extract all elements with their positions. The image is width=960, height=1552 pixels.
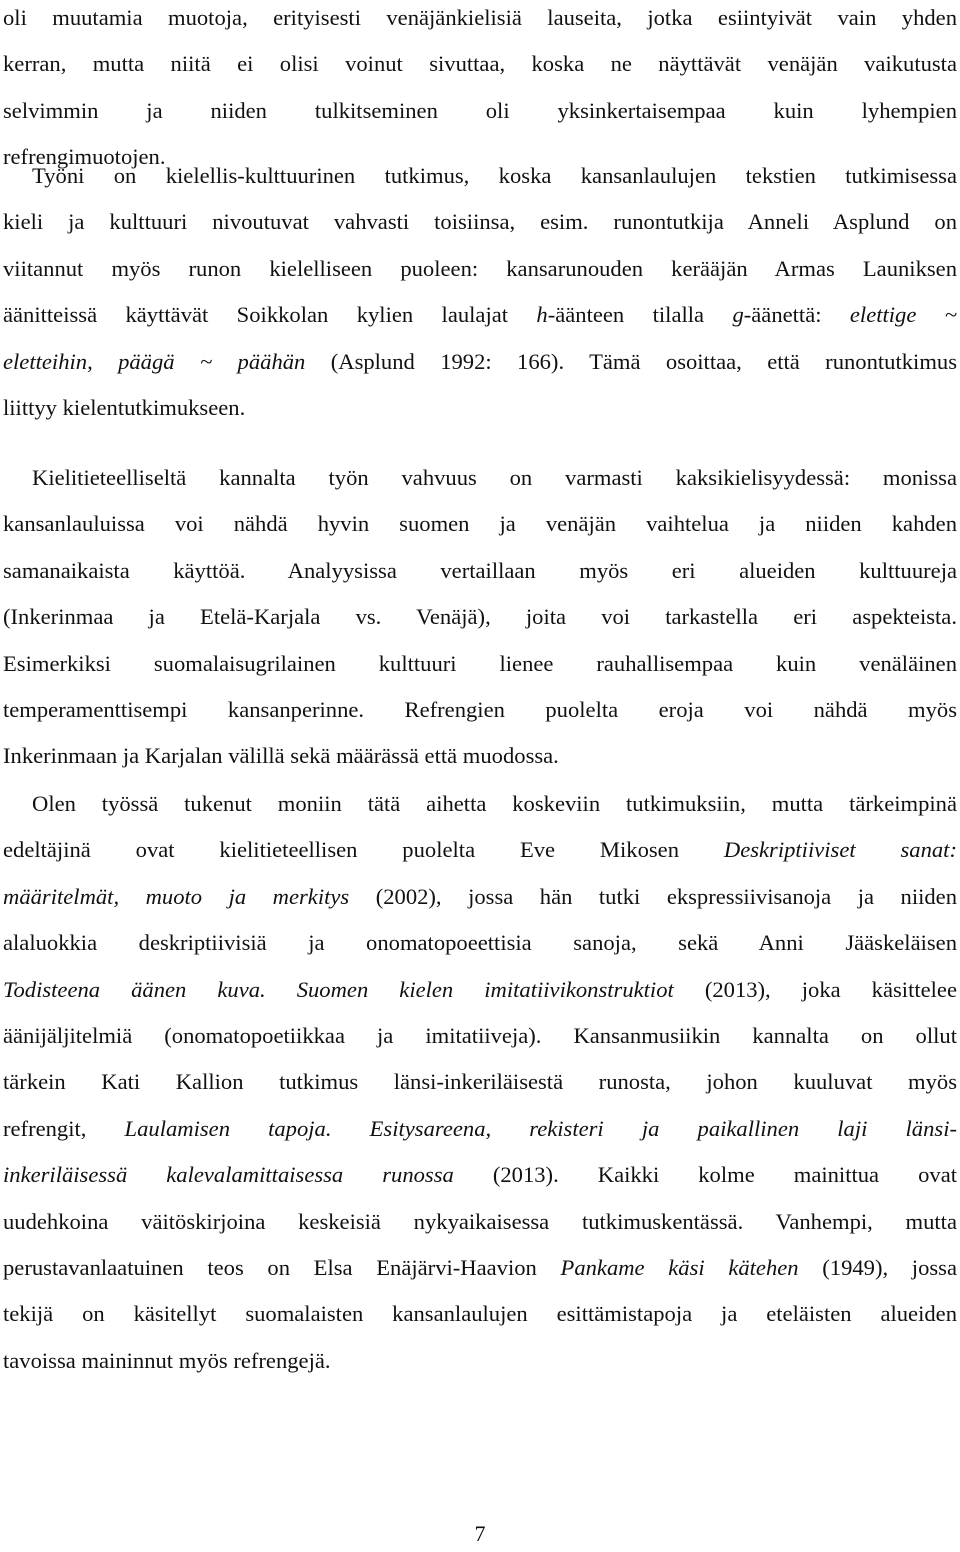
- text-run: tärkein Kati Kallion tutkimus länsi-inkeriläisestä runosta, johon kuuluvat myös: [3, 1069, 957, 1095]
- text-line: [3, 733, 957, 779]
- italic-text: Todisteena äänen kuva. Suomen kielen imitatiivikonstruktiot: [3, 976, 674, 1002]
- text-run: kieli ja kulttuuri nivoutuvat vahvasti toisiinsa, esim. runontutkija Anneli Asplund on: [3, 209, 957, 235]
- text-run: samanaikaista käyttöä. Analyysissa vertaillaan myös eri alueiden kulttuureja: [3, 557, 957, 583]
- text-run: (Inkerinmaa ja Etelä-Karjala vs. Venäjä), joita voi tarkastella eri aspekteista.: [3, 604, 957, 630]
- text-line: [3, 781, 957, 827]
- text-run: (2013), joka käsittelee: [673, 976, 957, 1002]
- italic-text: g: [732, 302, 744, 328]
- text-line: [3, 385, 957, 431]
- paragraph-3: [3, 455, 957, 780]
- text-line: [3, 339, 957, 385]
- text-run: (Asplund 1992: 166). Tämä osoittaa, että runontutkimus: [305, 348, 957, 374]
- italic-text: Deskriptiiviset sanat:: [723, 837, 957, 863]
- text-line: [3, 594, 957, 640]
- text-line: [3, 41, 957, 87]
- text-line: [3, 1013, 957, 1059]
- italic-text: Pankame käsi kätehen: [560, 1254, 799, 1280]
- text-line: [3, 246, 957, 292]
- text-run: -äänettä:: [743, 302, 850, 328]
- italic-text: Laulamisen tapoja. Esitysareena, rekisteri ja paikallinen laji länsi-: [124, 1115, 957, 1141]
- italic-text: inkeriläisessä kalevalamittaisessa runossa: [3, 1162, 454, 1188]
- text-line: [3, 1291, 957, 1337]
- text-run: Inkerinmaan ja Karjalan välillä sekä määrässä että muodossa.: [3, 743, 559, 769]
- text-line: [3, 687, 957, 733]
- text-run: Työni on kielellis-kulttuurinen tutkimus, koska kansanlaulujen tekstien tutkimisessa: [32, 163, 957, 188]
- paragraph-4: [3, 781, 957, 1384]
- text-line: [3, 0, 957, 41]
- text-run: Esimerkiksi suomalaisugrilainen kulttuuri lienee rauhallisempaa kuin venäläinen: [3, 650, 957, 676]
- italic-text: elettige ~: [849, 302, 957, 328]
- text-run: Kielitieteelliseltä kannalta työn vahvuus on varmasti kaksikielisyydessä: monissa: [32, 465, 957, 490]
- text-line: [3, 1152, 957, 1198]
- text-line: [3, 1338, 957, 1384]
- text-run: edeltäjinä ovat kielitieteellisen puolelta Eve Mikosen: [3, 837, 724, 863]
- text-run: Olen työssä tukenut moniin tätä aihetta koskeviin tutkimuksiin, mutta tärkeimpinä: [32, 791, 957, 816]
- text-line: [3, 548, 957, 594]
- text-line: [3, 455, 957, 501]
- text-run: uudehkoina väitöskirjoina keskeisiä nykyaikaisessa tutkimuskentässä. Vanhempi, mutta: [3, 1208, 957, 1234]
- text-run: kansanlauluissa voi nähdä hyvin suomen ja venäjän vaihtelua ja niiden kahden: [3, 511, 957, 537]
- text-run: tekijä on käsitellyt suomalaisten kansanlaulujen esittämistapoja ja eteläisten alueiden: [3, 1301, 957, 1327]
- text-line: [3, 920, 957, 966]
- text-line: [3, 1245, 957, 1291]
- text-run: (1949), jossa: [798, 1254, 957, 1280]
- italic-text: h: [536, 302, 548, 328]
- text-line: [3, 292, 957, 338]
- text-line: [3, 641, 957, 687]
- text-run: -äänteen tilalla: [547, 302, 733, 328]
- text-run: (2013). Kaikki kolme mainittua ovat: [453, 1162, 958, 1188]
- text-run: perustavanlaatuinen teos on Elsa Enäjärvi-Haavion: [3, 1254, 561, 1280]
- text-run: temperamenttisempi kansanperinne. Refrengien puolelta eroja voi nähdä myös: [3, 696, 957, 722]
- text-line: [3, 199, 957, 245]
- text-line: [3, 874, 957, 920]
- text-run: (2002), jossa hän tutki ekspressiivisanoja ja niiden: [349, 883, 957, 909]
- text-run: kerran, mutta niitä ei olisi voinut sivuttaa, koska ne näyttävät venäjän vaikutusta: [3, 51, 957, 77]
- document-page: [3, 0, 957, 1552]
- text-line: [3, 1059, 957, 1105]
- italic-text: määritelmät, muoto ja merkitys: [3, 883, 350, 909]
- text-run: viitannut myös runon kielelliseen puoleen: kansarunouden kerääjän Armas Launiksen: [3, 255, 957, 281]
- text-line: [3, 1199, 957, 1245]
- text-line: [3, 827, 957, 873]
- text-line: [3, 967, 957, 1013]
- text-run: äänijäljitelmiä (onomatopoetiikkaa ja imitatiiveja). Kansanmusiikin kannalta on ollut: [3, 1022, 957, 1048]
- text-line: [3, 1106, 957, 1152]
- text-run: selvimmin ja niiden tulkitseminen oli yksinkertaisempaa kuin lyhempien: [3, 97, 957, 123]
- text-run: tavoissa maininnut myös refrengejä.: [3, 1347, 331, 1373]
- page-number: 7: [474, 1521, 486, 1546]
- text-run: refrengimuotojen.: [3, 144, 166, 170]
- paragraph-2: [3, 153, 957, 431]
- text-run: alaluokkia deskriptiivisiä ja onomatopoeettisia sanoja, sekä Anni Jääskeläisen: [3, 930, 957, 956]
- text-run: äänitteissä käyttävät Soikkolan kylien laulajat: [3, 302, 537, 328]
- text-line: [3, 153, 957, 199]
- text-line: [3, 501, 957, 547]
- text-run: liittyy kielentutkimukseen.: [3, 394, 246, 420]
- text-line: [3, 88, 957, 134]
- text-run: oli muutamia muotoja, erityisesti venäjänkielisiä lauseita, jotka esiintyivät vain yhden: [3, 5, 957, 30]
- italic-text: eletteihin, päägä ~ päähän: [3, 348, 306, 374]
- text-run: refrengit,: [3, 1115, 125, 1141]
